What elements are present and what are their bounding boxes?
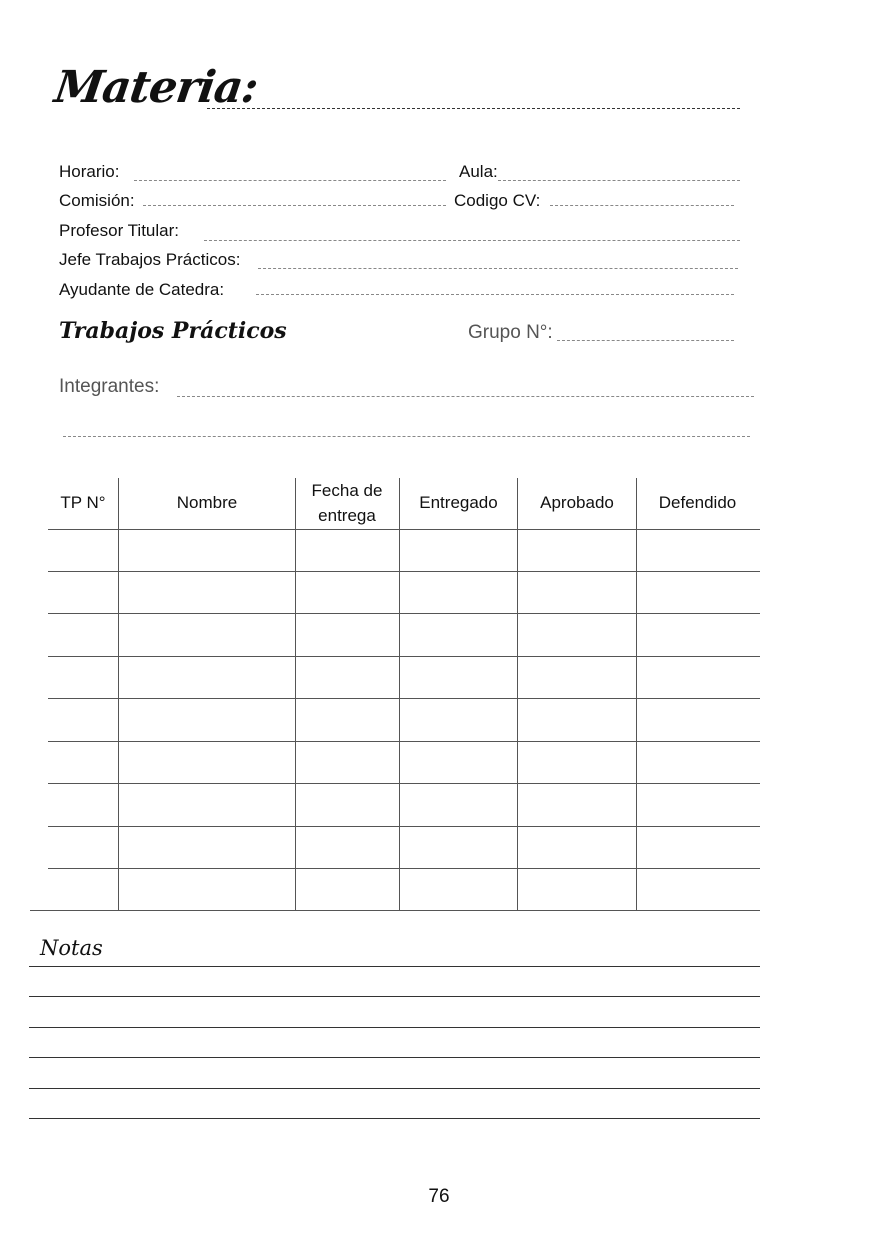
table-row[interactable] bbox=[48, 698, 760, 699]
table-col-divider bbox=[118, 478, 119, 911]
horario-label: Horario: bbox=[59, 162, 120, 181]
table-col-divider bbox=[636, 478, 637, 911]
table-col-divider bbox=[517, 478, 518, 911]
table-row[interactable] bbox=[48, 826, 760, 827]
profesor-titular-field-line[interactable] bbox=[204, 240, 740, 241]
materia-field-line[interactable] bbox=[207, 108, 740, 109]
comision-field-line[interactable] bbox=[143, 205, 446, 206]
note-line[interactable] bbox=[29, 1057, 760, 1058]
table-header-aprobado: Aprobado bbox=[540, 493, 614, 513]
note-line[interactable] bbox=[29, 1088, 760, 1089]
notes-title: Notas bbox=[40, 936, 103, 960]
jefe-tp-label: Jefe Trabajos Prácticos: bbox=[59, 250, 241, 269]
table-row[interactable] bbox=[48, 656, 760, 657]
table-header-defendido: Defendido bbox=[658, 493, 737, 513]
table-bottom-line bbox=[30, 910, 760, 911]
table-col-divider bbox=[295, 478, 296, 911]
integrantes-label: Integrantes: bbox=[59, 376, 160, 397]
page-number: 76 bbox=[428, 1186, 450, 1207]
ayudante-label: Ayudante de Catedra: bbox=[59, 280, 225, 299]
table-row[interactable] bbox=[48, 571, 760, 572]
table-row[interactable] bbox=[48, 529, 760, 530]
page-title: Materia: bbox=[51, 62, 261, 113]
aula-label: Aula: bbox=[459, 162, 498, 181]
table-row[interactable] bbox=[48, 868, 760, 869]
integrantes-field-line[interactable] bbox=[177, 396, 754, 397]
note-line[interactable] bbox=[29, 1118, 760, 1119]
horario-field-line[interactable] bbox=[134, 180, 446, 181]
grupo-label: Grupo N°: bbox=[468, 322, 553, 343]
tp-section-title: Trabajos Prácticos bbox=[59, 318, 287, 344]
table-row[interactable] bbox=[48, 741, 760, 742]
codigo-cv-field-line[interactable] bbox=[550, 205, 734, 206]
jefe-tp-field-line[interactable] bbox=[258, 268, 738, 269]
note-line[interactable] bbox=[29, 966, 760, 967]
table-row[interactable] bbox=[48, 613, 760, 614]
aula-field-line[interactable] bbox=[498, 180, 740, 181]
ayudante-field-line[interactable] bbox=[256, 294, 734, 295]
table-header-nombre: Nombre bbox=[176, 493, 238, 513]
table-col-divider bbox=[399, 478, 400, 911]
codigo-cv-label: Codigo CV: bbox=[454, 191, 541, 210]
table-header-tp: TP N° bbox=[60, 493, 106, 513]
grupo-field-line[interactable] bbox=[557, 340, 734, 341]
table-row[interactable] bbox=[48, 783, 760, 784]
note-line[interactable] bbox=[29, 996, 760, 997]
integrantes-field-line-2[interactable] bbox=[63, 436, 750, 437]
table-header-entregado: Entregado bbox=[419, 493, 498, 513]
comision-label: Comisión: bbox=[59, 191, 135, 210]
table-header-fecha: Fecha de entrega bbox=[311, 480, 383, 525]
profesor-titular-label: Profesor Titular: bbox=[59, 221, 179, 240]
note-line[interactable] bbox=[29, 1027, 760, 1028]
